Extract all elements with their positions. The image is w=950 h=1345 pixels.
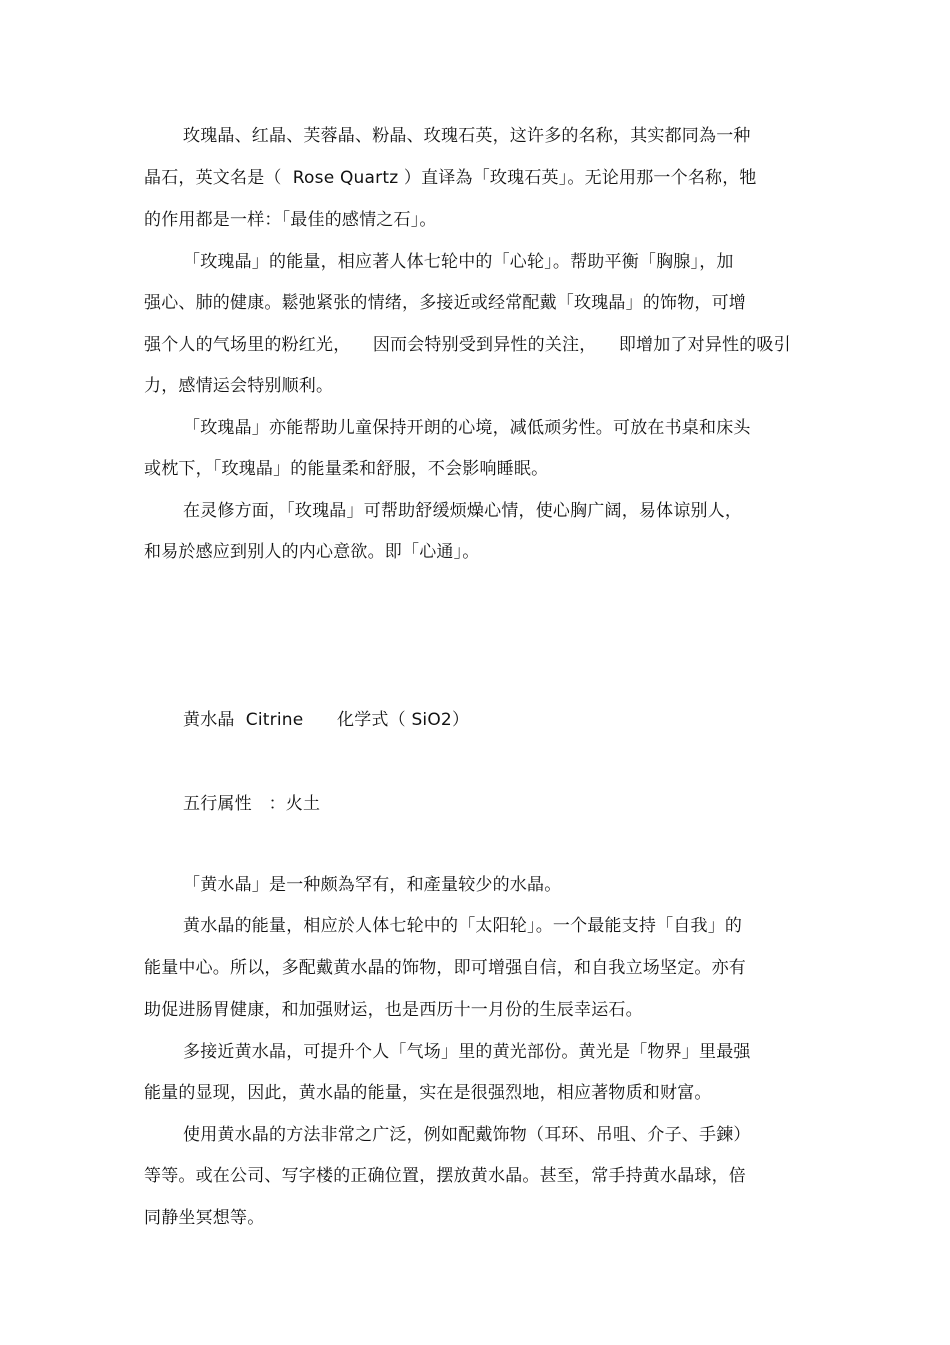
paragraph-line: 多接近黄水晶，可提升个人「气场」里的黄光部份。黄光是「物界」里最强 (183, 1042, 751, 1062)
paragraph-line: 晶石，英文名是（ Rose Quartz ）直译為「玫瑰石英」。无论用那一个名称，牠 (144, 168, 757, 188)
paragraph-line: 玫瑰晶、红晶、芙蓉晶、粉晶、玫瑰石英，这许多的名称，其实都同為一种 (183, 126, 751, 146)
paragraph-line: 能量中心。所以，多配戴黄水晶的饰物，即可增强自信，和自我立场坚定。亦有 (144, 958, 746, 978)
section-heading: 黄水晶 Citrine 化学式（ SiO2） (183, 710, 470, 730)
paragraph-line: 等等。或在公司、写字楼的正确位置，摆放黄水晶。甚至，常手持黄水晶球，倍 (144, 1166, 746, 1186)
element-attribute: 五行属性 ：火土 (183, 794, 321, 814)
paragraph-line: 能量的显现，因此，黄水晶的能量，实在是很强烈地，相应著物质和财富。 (144, 1083, 712, 1103)
paragraph-line: 在灵修方面，「玫瑰晶」可帮助舒缓烦燥心情，使心胸广阔，易体谅别人， (183, 501, 743, 521)
paragraph-line: 「玫瑰晶」的能量，相应著人体七轮中的「心轮」。帮助平衡「胸腺」，加 (183, 252, 734, 272)
paragraph-line: 和易於感应到别人的内心意欲。即「心通」。 (144, 542, 480, 562)
paragraph-line: 同静坐冥想等。 (144, 1208, 265, 1228)
paragraph-line: 「玫瑰晶」亦能帮助儿童保持开朗的心境，减低顽劣性。可放在书桌和床头 (183, 418, 751, 438)
paragraph-line: 强个人的气场里的粉红光， 因而会特别受到异性的关注， 即增加了对异性的吸引 (144, 335, 791, 355)
paragraph-line: 或枕下，「玫瑰晶」的能量柔和舒服，不会影响睡眠。 (144, 459, 549, 479)
paragraph-line: 「黄水晶」是一种颇為罕有，和產量较少的水晶。 (183, 875, 562, 895)
paragraph-line: 的作用都是一样：「最佳的感情之石」。 (144, 210, 437, 230)
paragraph-line: 力，感情运会特别顺利。 (144, 376, 334, 396)
paragraph-line: 黄水晶的能量，相应於人体七轮中的「太阳轮」。一个最能支持「自我」的 (183, 916, 743, 936)
paragraph-line: 使用黄水晶的方法非常之广泛，例如配戴饰物（耳环、吊咀、介子、手鍊） (183, 1125, 751, 1145)
paragraph-line: 助促进肠胃健康，和加强财运，也是西历十一月份的生辰幸运石。 (144, 1000, 643, 1020)
paragraph-line: 强心、肺的健康。鬆弛紧张的情绪，多接近或经常配戴「玫瑰晶」的饰物，可增 (144, 293, 746, 313)
